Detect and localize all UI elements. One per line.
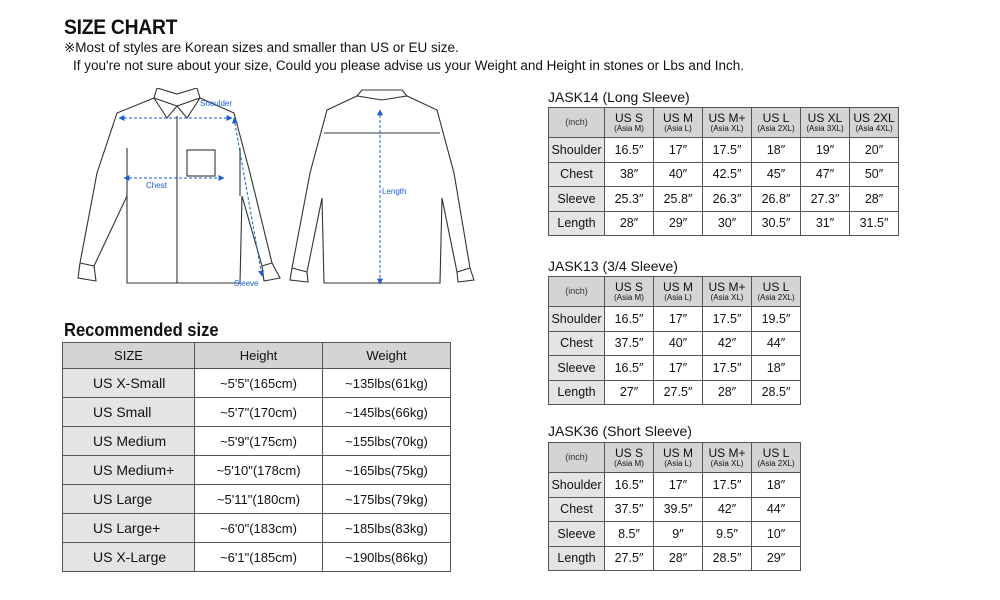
size-column-header	[605, 443, 654, 473]
table-header-row	[549, 108, 899, 138]
weight-cell: ~190lbs(86kg)	[323, 543, 451, 572]
us-size-label: US S	[614, 446, 643, 460]
shirt-measurement-illustration	[72, 88, 482, 298]
us-size-label: US 2XL	[853, 111, 895, 125]
asia-size-label: (Asia XL)	[710, 459, 744, 468]
unit-label: (inch)	[549, 108, 605, 138]
table-row	[63, 369, 451, 398]
measurement-value: 40″	[654, 162, 703, 187]
measurement-value: 29″	[752, 546, 801, 571]
measurement-value: 44″	[752, 331, 801, 356]
measurement-label: Length	[549, 546, 605, 571]
height-cell: ~5'11"(180cm)	[195, 485, 323, 514]
size-measurement-table	[548, 276, 801, 405]
size-column-header	[752, 277, 801, 307]
weight-cell: ~175lbs(79kg)	[323, 485, 451, 514]
measurement-value: 25.3″	[605, 187, 654, 212]
measurement-label: Sleeve	[549, 522, 605, 547]
measurement-value: 28″	[654, 546, 703, 571]
chest-label: Chest	[146, 181, 167, 190]
size-column-header	[654, 443, 703, 473]
size-column-header	[654, 277, 703, 307]
measurement-value: 40″	[654, 331, 703, 356]
measurement-value: 26.8″	[752, 187, 801, 212]
measurement-value: 17.5″	[703, 473, 752, 498]
weight-cell: ~165lbs(75kg)	[323, 456, 451, 485]
measurement-label: Chest	[549, 162, 605, 187]
measurement-value: 42″	[703, 331, 752, 356]
height-cell: ~5'5"(165cm)	[195, 369, 323, 398]
table-header-row	[549, 277, 801, 307]
measurement-label: Shoulder	[549, 307, 605, 332]
measurement-label: Chest	[549, 497, 605, 522]
weight-cell: ~145lbs(66kg)	[323, 398, 451, 427]
measurement-label: Sleeve	[549, 356, 605, 381]
measurement-value: 28″	[605, 211, 654, 236]
measurement-value: 25.8″	[654, 187, 703, 212]
measurement-value: 17.5″	[703, 138, 752, 163]
table-row	[549, 473, 801, 498]
measurement-value: 18″	[752, 356, 801, 381]
measurement-value: 16.5″	[605, 356, 654, 381]
us-size-label: US M+	[708, 111, 746, 125]
size-table-title: JASK13 (3/4 Sleeve)	[548, 258, 678, 274]
measurement-value: 42″	[703, 497, 752, 522]
measurement-value: 16.5″	[605, 138, 654, 163]
us-size-label: US M+	[708, 280, 746, 294]
measurement-value: 31.5″	[850, 211, 899, 236]
size-column-header	[605, 108, 654, 138]
measurement-value: 27.5″	[605, 546, 654, 571]
size-column-header	[703, 108, 752, 138]
measurement-value: 27.5″	[654, 380, 703, 405]
measurement-value: 10″	[752, 522, 801, 547]
size-column-header	[703, 443, 752, 473]
weight-cell: ~135lbs(61kg)	[323, 369, 451, 398]
table-row	[549, 187, 899, 212]
unit-label: (inch)	[549, 443, 605, 473]
measurement-value: 18″	[752, 138, 801, 163]
table-row	[549, 331, 801, 356]
measurement-value: 28.5″	[752, 380, 801, 405]
weight-cell: ~185lbs(83kg)	[323, 514, 451, 543]
asia-size-label: (Asia 3XL)	[806, 124, 844, 133]
table-row	[549, 546, 801, 571]
size-cell: US Medium+	[63, 456, 195, 485]
height-cell: ~6'0"(183cm)	[195, 514, 323, 543]
measurement-value: 47″	[801, 162, 850, 187]
table-row	[549, 356, 801, 381]
weight-cell: ~155lbs(70kg)	[323, 427, 451, 456]
measurement-value: 39.5″	[654, 497, 703, 522]
us-size-label: US M	[663, 111, 693, 125]
height-cell: ~5'10"(178cm)	[195, 456, 323, 485]
sleeve-measure-line	[234, 118, 262, 276]
us-size-label: US XL	[807, 111, 843, 125]
measurement-value: 16.5″	[605, 473, 654, 498]
size-column-header	[752, 108, 801, 138]
size-note-line-1: ※Most of styles are Korean sizes and smaller than US or EU size.	[64, 40, 459, 55]
asia-size-label: (Asia XL)	[710, 124, 744, 133]
us-size-label: US S	[614, 111, 643, 125]
size-cell: US Small	[63, 398, 195, 427]
asia-size-label: (Asia M)	[614, 459, 644, 468]
size-table-title: JASK36 (Short Sleeve)	[548, 423, 692, 439]
measurement-value: 19″	[801, 138, 850, 163]
size-note-line-2: If you're not sure about your size, Could you please advise us your Weight and Height in stones or Lbs and Inch.	[73, 58, 744, 73]
table-row	[549, 138, 899, 163]
size-column-header	[752, 443, 801, 473]
asia-size-label: (Asia 4XL)	[855, 124, 893, 133]
table-row	[549, 522, 801, 547]
size-column-header	[850, 108, 899, 138]
recommended-size-table	[62, 342, 451, 572]
us-size-label: US L	[762, 446, 790, 460]
size-measurement-table	[548, 442, 801, 571]
measurement-value: 16.5″	[605, 307, 654, 332]
measurement-value: 50″	[850, 162, 899, 187]
table-row	[549, 162, 899, 187]
size-cell: US Medium	[63, 427, 195, 456]
size-column-header	[703, 277, 752, 307]
table-row	[549, 497, 801, 522]
measurement-value: 29″	[654, 211, 703, 236]
asia-size-label: (Asia L)	[664, 124, 692, 133]
measurement-value: 18″	[752, 473, 801, 498]
height-cell: ~5'9"(175cm)	[195, 427, 323, 456]
column-header: Weight	[323, 343, 451, 369]
size-column-header	[605, 277, 654, 307]
table-row	[63, 514, 451, 543]
measurement-value: 30.5″	[752, 211, 801, 236]
measurement-label: Chest	[549, 331, 605, 356]
measurement-value: 37.5″	[605, 497, 654, 522]
measurement-value: 20″	[850, 138, 899, 163]
table-row	[549, 307, 801, 332]
measurement-label: Shoulder	[549, 473, 605, 498]
table-row	[63, 398, 451, 427]
measurement-value: 30″	[703, 211, 752, 236]
asia-size-label: (Asia 2XL)	[757, 293, 795, 302]
size-cell: US X-Large	[63, 543, 195, 572]
measurement-label: Length	[549, 380, 605, 405]
measurement-label: Sleeve	[549, 187, 605, 212]
table-header-row	[549, 443, 801, 473]
measurement-value: 31″	[801, 211, 850, 236]
measurement-value: 8.5″	[605, 522, 654, 547]
height-cell: ~6'1"(185cm)	[195, 543, 323, 572]
us-size-label: US M	[663, 446, 693, 460]
table-row	[63, 427, 451, 456]
size-measurement-table	[548, 107, 899, 236]
us-size-label: US L	[762, 280, 790, 294]
us-size-label: US M	[663, 280, 693, 294]
recommended-size-title: Recommended size	[64, 320, 219, 340]
measurement-value: 42.5″	[703, 162, 752, 187]
measurement-value: 9.5″	[703, 522, 752, 547]
size-cell: US Large	[63, 485, 195, 514]
size-column-header	[654, 108, 703, 138]
measurement-value: 17.5″	[703, 356, 752, 381]
unit-label: (inch)	[549, 277, 605, 307]
sleeve-label: Sleeve	[234, 279, 259, 288]
page-title: SIZE CHART	[64, 16, 178, 39]
measurement-value: 9″	[654, 522, 703, 547]
size-table-title: JASK14 (Long Sleeve)	[548, 89, 690, 105]
asia-size-label: (Asia 2XL)	[757, 459, 795, 468]
us-size-label: US S	[614, 280, 643, 294]
asia-size-label: (Asia L)	[664, 293, 692, 302]
table-row	[549, 380, 801, 405]
measurement-value: 44″	[752, 497, 801, 522]
size-cell: US Large+	[63, 514, 195, 543]
us-size-label: US M+	[708, 446, 746, 460]
us-size-label: US L	[762, 111, 790, 125]
asia-size-label: (Asia M)	[614, 124, 644, 133]
asia-size-label: (Asia L)	[664, 459, 692, 468]
measurement-value: 27″	[605, 380, 654, 405]
measurement-value: 17″	[654, 473, 703, 498]
asia-size-label: (Asia 2XL)	[757, 124, 795, 133]
size-column-header	[801, 108, 850, 138]
measurement-value: 28″	[850, 187, 899, 212]
measurement-value: 17″	[654, 138, 703, 163]
shirt-front-icon	[78, 88, 280, 283]
asia-size-label: (Asia M)	[614, 293, 644, 302]
measurement-value: 17.5″	[703, 307, 752, 332]
measurement-value: 19.5″	[752, 307, 801, 332]
table-row	[549, 211, 899, 236]
shoulder-label: Shoulder	[200, 99, 233, 108]
measurement-value: 45″	[752, 162, 801, 187]
length-label: Length	[382, 187, 407, 196]
column-header: SIZE	[63, 343, 195, 369]
measurement-value: 27.3″	[801, 187, 850, 212]
measurement-label: Shoulder	[549, 138, 605, 163]
table-row	[63, 456, 451, 485]
measurement-value: 28.5″	[703, 546, 752, 571]
measurement-value: 37.5″	[605, 331, 654, 356]
asia-size-label: (Asia XL)	[710, 293, 744, 302]
measurement-value: 28″	[703, 380, 752, 405]
measurement-value: 17″	[654, 307, 703, 332]
table-row	[63, 543, 451, 572]
measurement-label: Length	[549, 211, 605, 236]
measurement-value: 17″	[654, 356, 703, 381]
height-cell: ~5'7"(170cm)	[195, 398, 323, 427]
measurement-value: 26.3″	[703, 187, 752, 212]
table-row	[63, 485, 451, 514]
column-header: Height	[195, 343, 323, 369]
size-cell: US X-Small	[63, 369, 195, 398]
measurement-value: 38″	[605, 162, 654, 187]
